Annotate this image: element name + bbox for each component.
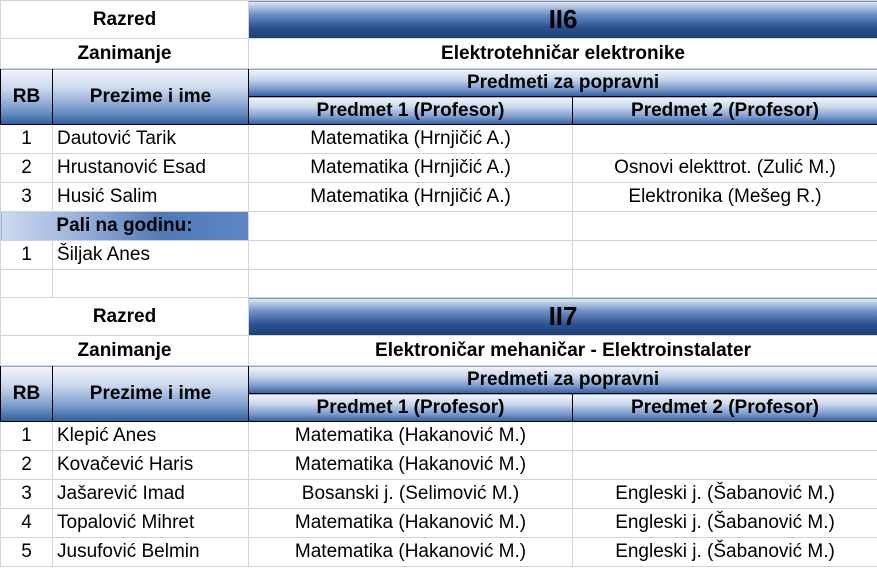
rb-cell[interactable]: 1 <box>1 125 53 154</box>
name-header[interactable]: Prezime i ime <box>53 366 249 422</box>
empty-cell[interactable] <box>1 270 53 298</box>
name-cell[interactable]: Jusufović Belmin <box>53 538 249 567</box>
rb-cell[interactable]: 3 <box>1 480 53 509</box>
empty-cell[interactable] <box>573 212 877 241</box>
name-cell[interactable]: Husić Salim <box>53 183 249 212</box>
empty-cell[interactable] <box>249 212 573 241</box>
rb-cell[interactable]: 1 <box>1 422 53 451</box>
empty-cell[interactable] <box>573 270 877 298</box>
predmet1-header[interactable]: Predmet 1 (Profesor) <box>249 97 573 125</box>
predmet2-cell[interactable]: Elektronika (Mešeg R.) <box>573 183 877 212</box>
name-cell[interactable]: Topalović Mihret <box>53 509 249 538</box>
predmet2-cell[interactable] <box>573 451 877 480</box>
name-cell[interactable]: Hrustanović Esad <box>53 154 249 183</box>
empty-cell[interactable] <box>249 270 573 298</box>
zanimanje-label[interactable]: Zanimanje <box>1 39 249 69</box>
rb-cell[interactable]: 2 <box>1 154 53 183</box>
table-row <box>1 509 877 538</box>
predmeti-header[interactable]: Predmeti za popravni <box>249 366 877 394</box>
rb-header[interactable]: RB <box>1 366 53 422</box>
empty-cell[interactable] <box>53 270 249 298</box>
razred-row <box>1 1 877 39</box>
predmet1-cell[interactable]: Matematika (Hrnjičić A.) <box>249 183 573 212</box>
name-cell[interactable]: Dautović Tarik <box>53 125 249 154</box>
predmet2-cell[interactable]: Engleski j. (Šabanović M.) <box>573 538 877 567</box>
name-cell[interactable]: Klepić Anes <box>53 422 249 451</box>
predmet1-cell[interactable]: Matematika (Hakanović M.) <box>249 538 573 567</box>
table-row <box>1 538 877 567</box>
predmet2-cell[interactable] <box>573 125 877 154</box>
name-cell[interactable]: Šiljak Anes <box>53 241 249 270</box>
table-row <box>1 125 877 154</box>
zanimanje-label[interactable]: Zanimanje <box>1 336 249 366</box>
table-row <box>1 241 877 270</box>
pali-header-row <box>1 212 877 241</box>
razred-value[interactable]: II7 <box>249 298 877 336</box>
rb-cell[interactable]: 2 <box>1 451 53 480</box>
predmet2-cell[interactable]: Engleski j. (Šabanović M.) <box>573 480 877 509</box>
predmeti-header[interactable]: Predmeti za popravni <box>249 69 877 97</box>
rb-cell[interactable]: 1 <box>1 241 53 270</box>
razred-label[interactable]: Razred <box>1 298 249 336</box>
predmet1-cell[interactable]: Matematika (Hakanović M.) <box>249 509 573 538</box>
razred-row <box>1 298 877 336</box>
predmet1-cell[interactable]: Matematika (Hakanović M.) <box>249 451 573 480</box>
table-row <box>1 422 877 451</box>
pali-label[interactable]: Pali na godinu: <box>1 212 249 241</box>
header-row-top <box>1 69 877 97</box>
rb-cell[interactable]: 3 <box>1 183 53 212</box>
table-row <box>1 451 877 480</box>
rb-cell[interactable]: 4 <box>1 509 53 538</box>
empty-cell[interactable] <box>573 241 877 270</box>
predmet1-cell[interactable]: Matematika (Hrnjičić A.) <box>249 154 573 183</box>
rb-header[interactable]: RB <box>1 69 53 125</box>
predmet2-header[interactable]: Predmet 2 (Profesor) <box>573 394 877 422</box>
header-row-top <box>1 366 877 394</box>
predmet1-cell[interactable]: Matematika (Hrnjičić A.) <box>249 125 573 154</box>
zanimanje-row <box>1 39 877 69</box>
name-cell[interactable]: Kovačević Haris <box>53 451 249 480</box>
zanimanje-row <box>1 336 877 366</box>
predmet2-header[interactable]: Predmet 2 (Profesor) <box>573 97 877 125</box>
zanimanje-value[interactable]: Elektroničar mehaničar - Elektroinstalater <box>249 336 877 366</box>
empty-row <box>1 270 877 298</box>
razred-value[interactable]: II6 <box>249 1 877 39</box>
rb-cell[interactable]: 5 <box>1 538 53 567</box>
predmet2-cell[interactable] <box>573 422 877 451</box>
predmet2-cell[interactable]: Engleski j. (Šabanović M.) <box>573 509 877 538</box>
table-row <box>1 183 877 212</box>
empty-cell[interactable] <box>249 241 573 270</box>
predmet1-cell[interactable]: Bosanski j. (Selimović M.) <box>249 480 573 509</box>
name-header[interactable]: Prezime i ime <box>53 69 249 125</box>
razred-label[interactable]: Razred <box>1 1 249 39</box>
predmet1-cell[interactable]: Matematika (Hakanović M.) <box>249 422 573 451</box>
table-row <box>1 154 877 183</box>
table-row <box>1 480 877 509</box>
predmet2-cell[interactable]: Osnovi elekttrot. (Zulić M.) <box>573 154 877 183</box>
predmet1-header[interactable]: Predmet 1 (Profesor) <box>249 394 573 422</box>
zanimanje-value[interactable]: Elektrotehničar elektronike <box>249 39 877 69</box>
name-cell[interactable]: Jašarević Imad <box>53 480 249 509</box>
